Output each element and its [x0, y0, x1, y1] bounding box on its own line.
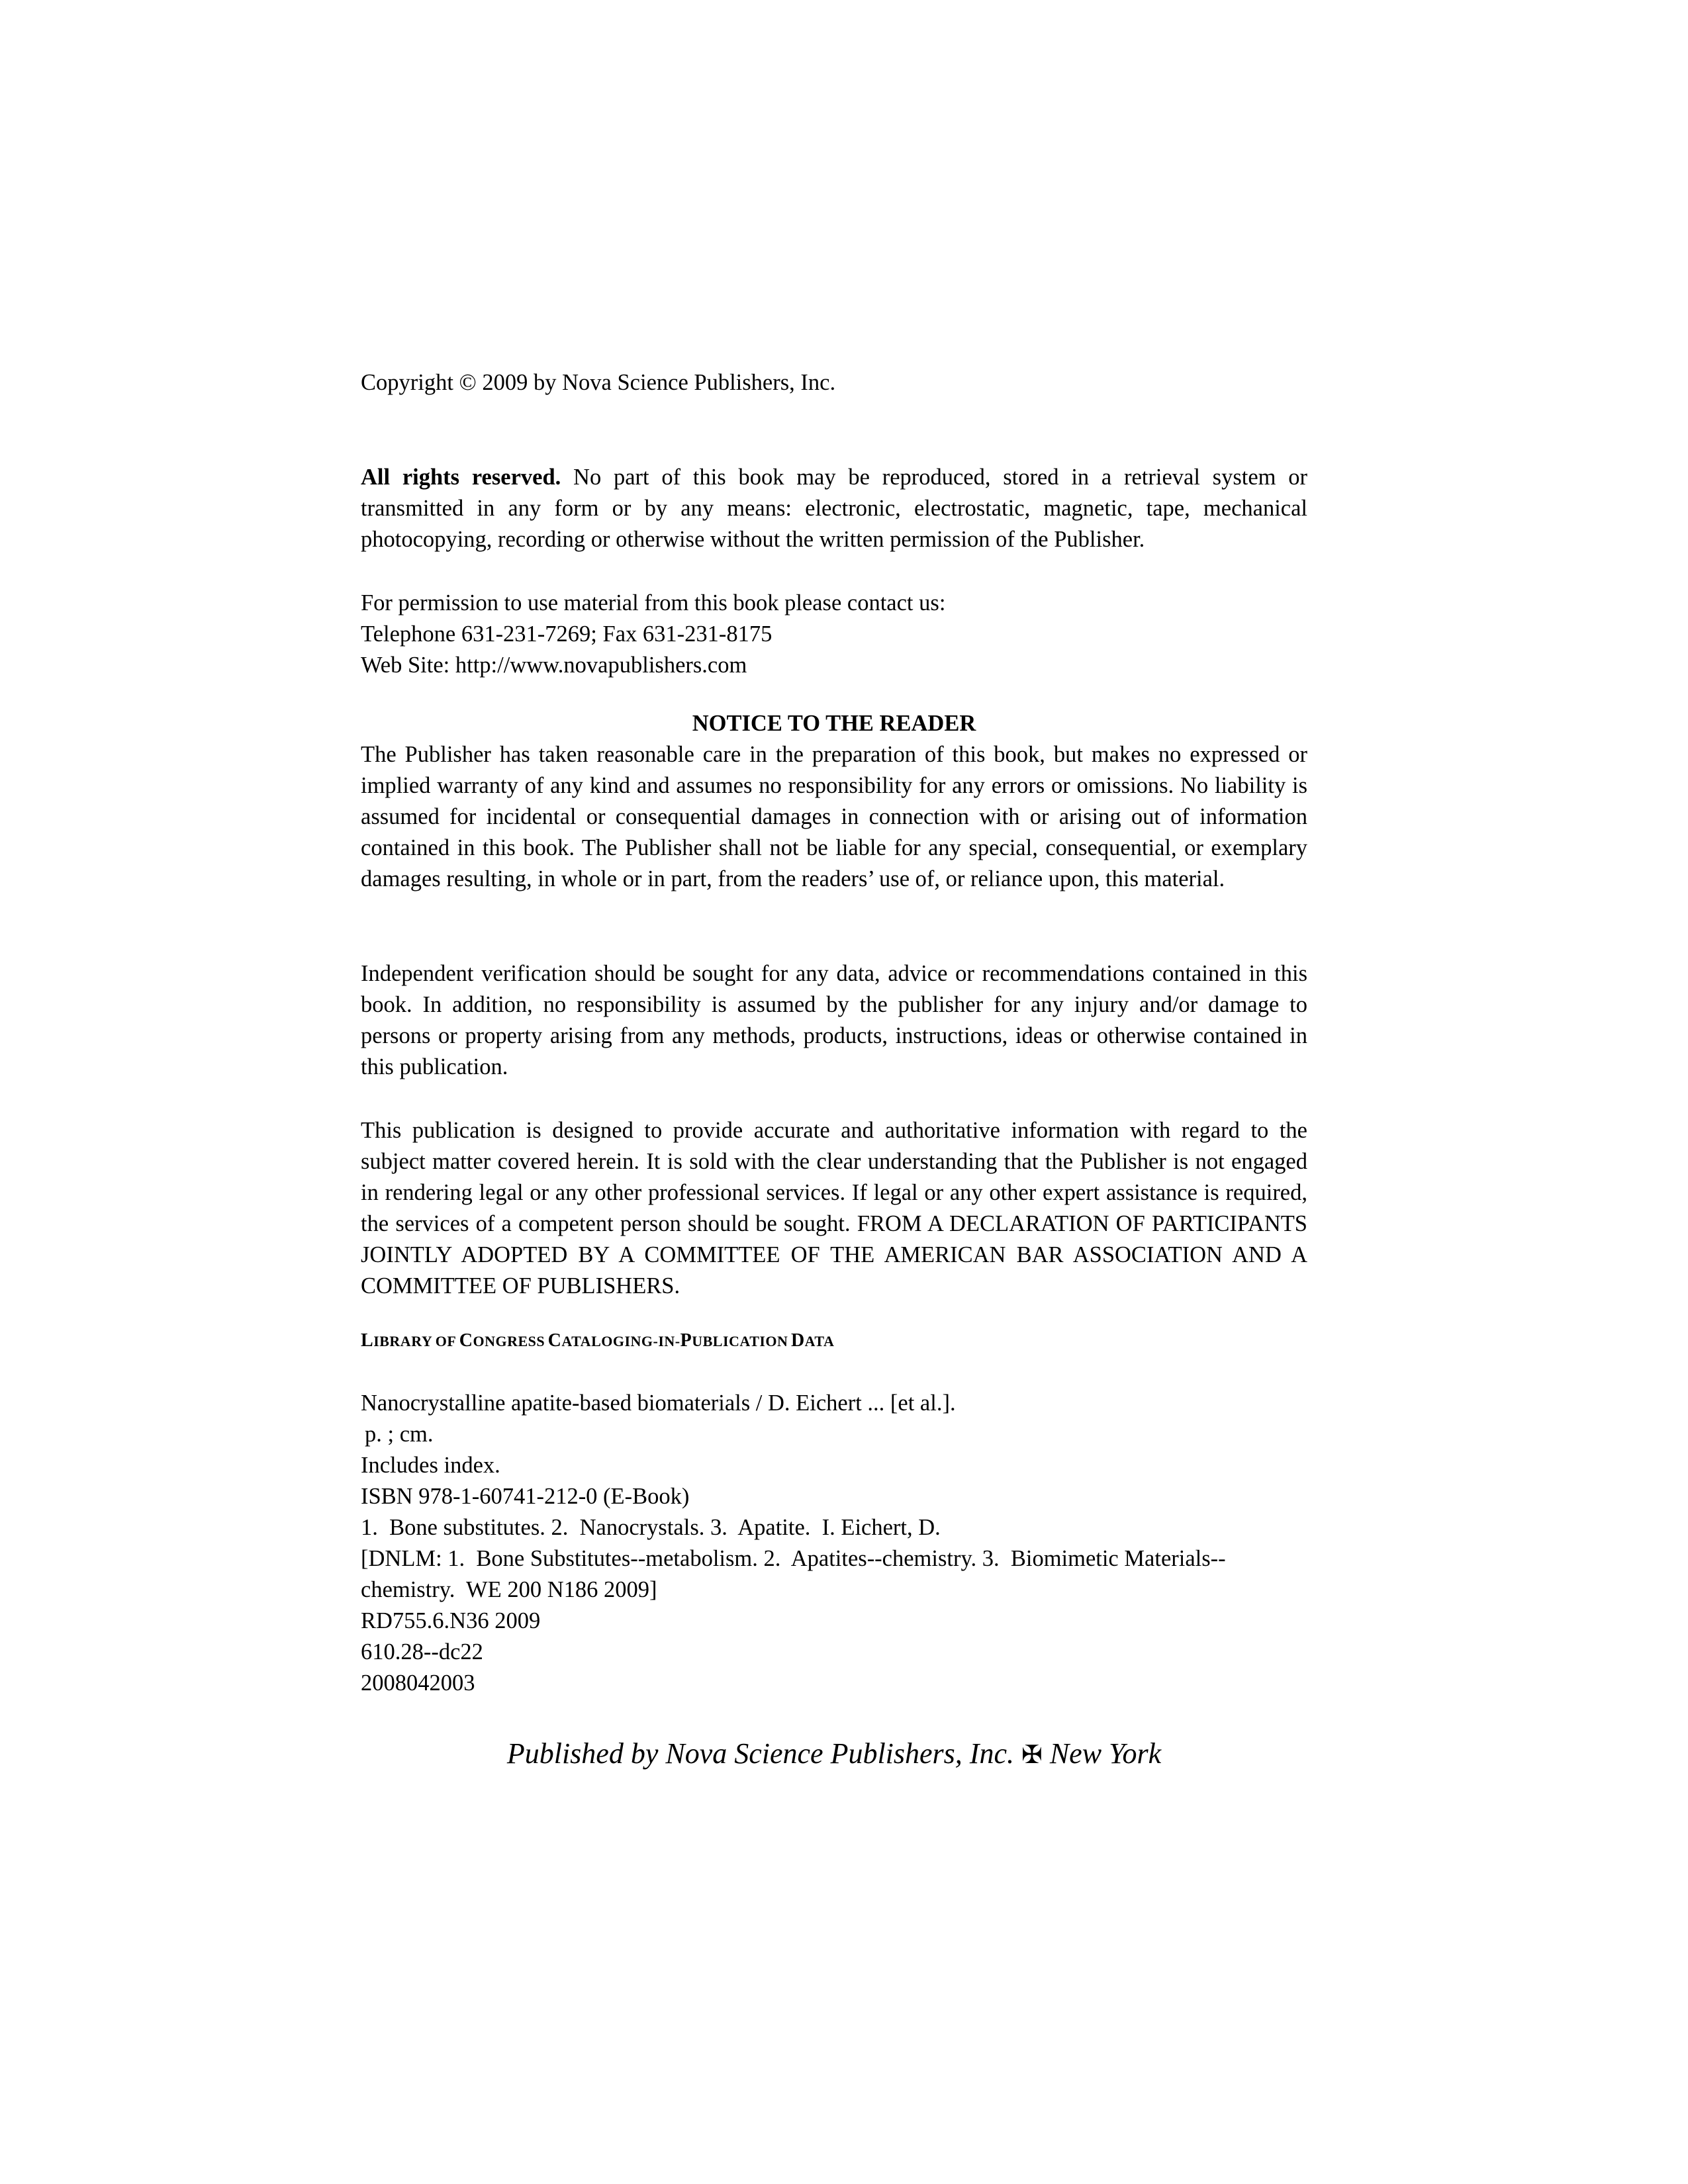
contact-web: Web Site: http://www.novapublishers.com [361, 653, 747, 678]
rights-paragraph [361, 462, 1307, 555]
notice-paragraph-2: Independent verification should be sought for any data, advice or recommendations contained in this book. In addition, no responsibility is assumed by the publisher for any injury and/or damage to persons or property arising from any methods, products, instructions, ideas or otherwise contained in this publication. [361, 961, 1307, 1079]
contact-info [361, 588, 1307, 681]
library-of-congress-heading: LIBRARY OF CONGRESS CATALOGING-IN-PUBLICATION DATA [361, 1330, 835, 1351]
cip-pages: p. ; cm. [365, 1422, 434, 1447]
cip-lc-class: RD755.6.N36 2009 [361, 1608, 541, 1633]
cip-title-line: Nanocrystalline apatite-based biomaterials / D. Eichert ... [et al.]. [361, 1390, 956, 1416]
copyright-line: Copyright © 2009 by Nova Science Publishers, Inc. [361, 370, 836, 395]
publisher-text: Published by Nova Science Publishers, Inc. [506, 1737, 1014, 1770]
publisher-city: New York [1049, 1737, 1162, 1770]
cip-subjects: 1. Bone substitutes. 2. Nanocrystals. 3. Apatite. I. Eichert, D. [361, 1515, 941, 1540]
cip-index: Includes index. [361, 1453, 500, 1478]
contact-intro: For permission to use material from this book please contact us: [361, 590, 946, 615]
rights-text: No part of this book may be reproduced, stored in a retrieval system or transmitted in any form or by any means: electronic, electrostatic, magnetic, tape, mechanical photocopying, recording or otherwise without the written permission of the Publisher. [361, 465, 1307, 552]
notice-paragraph-3: This publication is designed to provide accurate and authoritative information with regard to the subject matter covered herein. It is sold with the clear understanding that the Publisher is not engaged in rendering legal or any other professional services. If legal or any other expert assistance is required, the services of a competent person should be sought. FROM A DECLARATION OF PARTICIPANTS JOINTLY ADOPTED BY A COMMITTEE OF THE AMERICAN BAR ASSOCIATION AND A COMMITTEE OF PUBLISHERS. [361, 1118, 1307, 1298]
cip-isbn: ISBN 978-1-60741-212-0 (E-Book) [361, 1484, 690, 1509]
contact-phone: Telephone 631-231-7269; Fax 631-231-8175 [361, 621, 773, 647]
cip-data [361, 1388, 1307, 1699]
cip-dnlm-line-2: chemistry. WE 200 N186 2009] [361, 1577, 657, 1602]
cip-dewey: 610.28--dc22 [361, 1639, 483, 1664]
copyright-notice [361, 367, 1307, 398]
publisher-line [361, 1735, 1307, 1774]
notice-heading: NOTICE TO THE READER [692, 711, 976, 736]
notice-paragraph-1: The Publisher has taken reasonable care in the preparation of this book, but makes no expressed or implied warranty of any kind and assumes no responsibility for any errors or omissions. No liability is assumed for incidental or consequential damages in connection with or arising out of information contained in this book. The Publisher shall not be liable for any special, consequential, or exemplary damages resulting, in whole or in part, from the readers’ use of, or reliance upon, this material. [361, 742, 1307, 891]
cip-dnlm-line-1: [DNLM: 1. Bone Substitutes--metabolism. 2. Apatites--chemistry. 3. Biomimetic Materials-- [361, 1546, 1226, 1571]
separator-icon: ✠ [1021, 1741, 1043, 1769]
rights-bold-lead: All rights reserved. [361, 465, 561, 490]
cip-lccn: 2008042003 [361, 1670, 475, 1696]
